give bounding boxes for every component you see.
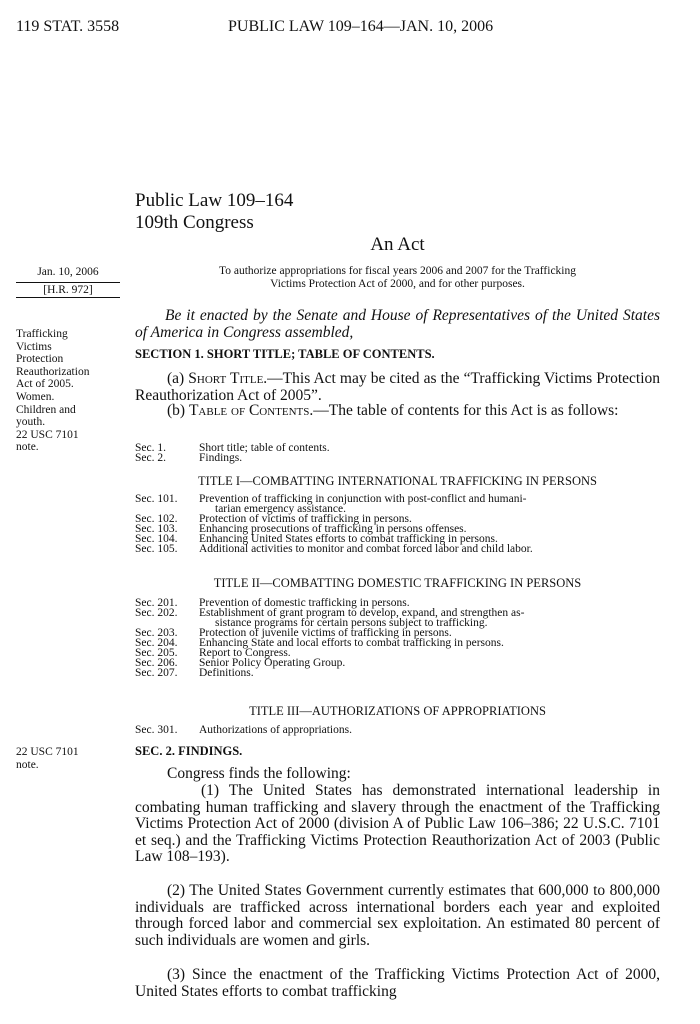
toc-number: Sec. 301.: [135, 724, 178, 736]
running-header: PUBLIC LAW 109–164—JAN. 10, 2006: [228, 18, 494, 35]
toc-general: [135, 443, 660, 463]
toc-number: Sec. 2.: [135, 452, 166, 464]
toc-entry: [135, 725, 660, 735]
toc-number: Sec. 102.: [135, 513, 178, 525]
toc-number: Sec. 101.: [135, 493, 178, 505]
toc-entry: [135, 668, 660, 678]
toc-number: Sec. 206.: [135, 657, 178, 669]
toc-number: Sec. 202.: [135, 607, 178, 619]
toc-title: Enhancing United States efforts to combat trafficking in persons.: [199, 533, 498, 545]
toc-number: Sec. 203.: [135, 627, 178, 639]
subsection-prefix: (a): [167, 370, 189, 387]
margin-divider: [16, 297, 120, 298]
margin-note-line: Trafficking: [16, 328, 68, 340]
toc-title: Prevention of trafficking in conjunction with post-conflict and humani-: [199, 493, 527, 505]
margin-note-short-title: [16, 328, 122, 454]
toc-title-i-sections: [135, 494, 660, 554]
margin-note-line: Women.: [16, 390, 55, 403]
toc-title: Protection of juvenile victims of trafficking in persons.: [199, 627, 452, 639]
section-1-b: [135, 403, 660, 420]
act-purpose: [135, 265, 660, 291]
toc-entry: [135, 494, 660, 504]
toc-title-i: TITLE I—COMBATTING INTERNATIONAL TRAFFICKING IN PERSONS: [198, 474, 597, 488]
subsection-caption: Short Title: [188, 370, 264, 387]
toc-title: Protection of victims of trafficking in persons.: [199, 513, 412, 525]
toc-title: Senior Policy Operating Group.: [199, 657, 346, 669]
margin-note-findings: [16, 746, 122, 771]
toc-number: Sec. 103.: [135, 523, 178, 535]
toc-title: Additional activities to monitor and combat forced labor and child labor.: [199, 543, 533, 555]
toc-title-iii: TITLE III—AUTHORIZATIONS OF APPROPRIATIONS: [249, 704, 546, 718]
toc-title: Enhancing prosecutions of trafficking in persons offenses.: [199, 523, 467, 535]
toc-number: Sec. 105.: [135, 543, 178, 555]
congress-number: 109th Congress: [135, 212, 254, 233]
margin-note-line: Act of 2005.: [16, 378, 74, 391]
purpose-line: Victims Protection Act of 2000, and for other purposes.: [270, 278, 525, 290]
margin-note-line: Protection: [16, 353, 64, 366]
law-title-block: [135, 190, 293, 234]
margin-note-line: Children and: [16, 403, 76, 416]
toc-number: Sec. 201.: [135, 597, 178, 609]
law-number: Public Law 109–164: [135, 190, 294, 211]
toc-number: Sec. 104.: [135, 533, 178, 545]
margin-note-line: 22 USC 7101: [16, 428, 79, 441]
subsection-prefix: (b): [167, 402, 189, 419]
toc-title: Findings.: [199, 452, 243, 464]
margin-note-line: Victims: [16, 340, 52, 353]
margin-note-line: 22 USC 7101: [16, 746, 79, 758]
toc-entry: [135, 544, 660, 554]
margin-note-line: youth.: [16, 416, 46, 429]
section-2-heading: SEC. 2. FINDINGS.: [135, 744, 243, 758]
toc-entry: [135, 453, 660, 463]
margin-note-line: note.: [16, 758, 39, 771]
toc-title-ii: TITLE II—COMBATTING DOMESTIC TRAFFICKING IN PERSONS: [213, 576, 582, 590]
toc-title: Enhancing State and local efforts to combat trafficking in persons.: [199, 637, 504, 649]
toc-title: Report to Congress.: [199, 647, 291, 659]
subsection-text: .—The table of contents for this Act is as follows:: [309, 402, 619, 419]
margin-note-line: note.: [16, 441, 39, 454]
enacting-clause: Be it enacted by the Senate and House of Representatives of the United States of America in Congress assembled,: [135, 307, 660, 341]
toc-title: Authorizations of appropriations.: [199, 724, 352, 736]
toc-title-ii-sections: [135, 598, 660, 678]
toc-title: Prevention of domestic trafficking in persons.: [199, 597, 410, 609]
purpose-line: To authorize appropriations for fiscal years 2006 and 2007 for the Trafficking: [219, 265, 576, 277]
toc-title-iii-sections: [135, 725, 660, 735]
toc-title-continued: sistance programs for certain persons subject to trafficking.: [215, 617, 488, 629]
page-stat-citation: 119 STAT. 3558: [16, 18, 120, 35]
toc-number: Sec. 1.: [135, 442, 166, 454]
findings-intro: Congress finds the following:: [167, 765, 351, 782]
toc-number: Sec. 204.: [135, 637, 178, 649]
section-1-heading: SECTION 1. SHORT TITLE; TABLE OF CONTENTS.: [135, 347, 435, 361]
finding-1: (1) The United States has demonstrated international leadership in combating human trafficking and slavery through the enactment of the Trafficking Victims Protection Act of 2000 (division A of Public Law 106–386; 22 U.S.C. 7101 et seq.) and the Trafficking Victims Protection Reauthorization Act of 2003 (Public Law 108–193).: [135, 782, 660, 865]
subsection-caption: Table of Contents: [188, 402, 310, 419]
finding-2: (2) The United States Government currently estimates that 600,000 to 800,000 individuals are trafficked across international borders each year and exploited through forced labor and commercial sex exploitation. An estimated 80 percent of such individuals are women and girls.: [135, 882, 660, 949]
toc-title: Establishment of grant program to develop, expand, and strengthen as-: [199, 607, 525, 619]
margin-bill-number: [H.R. 972]: [43, 284, 93, 296]
margin-date: Jan. 10, 2006: [37, 266, 99, 278]
act-heading: An Act: [370, 234, 425, 255]
finding-3: (3) Since the enactment of the Trafficking Victims Protection Act of 2000, United States efforts to combat trafficking: [135, 966, 660, 1000]
toc-title: Definitions.: [199, 667, 254, 679]
toc-title: Short title; table of contents.: [199, 442, 330, 454]
margin-divider: [16, 282, 120, 283]
subsection-text: .—This Act may be cited as the “Trafficking Victims Protection Reauthorization Act of 2005”.: [135, 370, 661, 404]
toc-number: Sec. 207.: [135, 667, 178, 679]
section-1-a: [135, 371, 660, 404]
toc-title-continued: tarian emergency assistance.: [215, 503, 347, 515]
toc-number: Sec. 205.: [135, 647, 178, 659]
margin-note-line: Reauthorization: [16, 365, 90, 378]
